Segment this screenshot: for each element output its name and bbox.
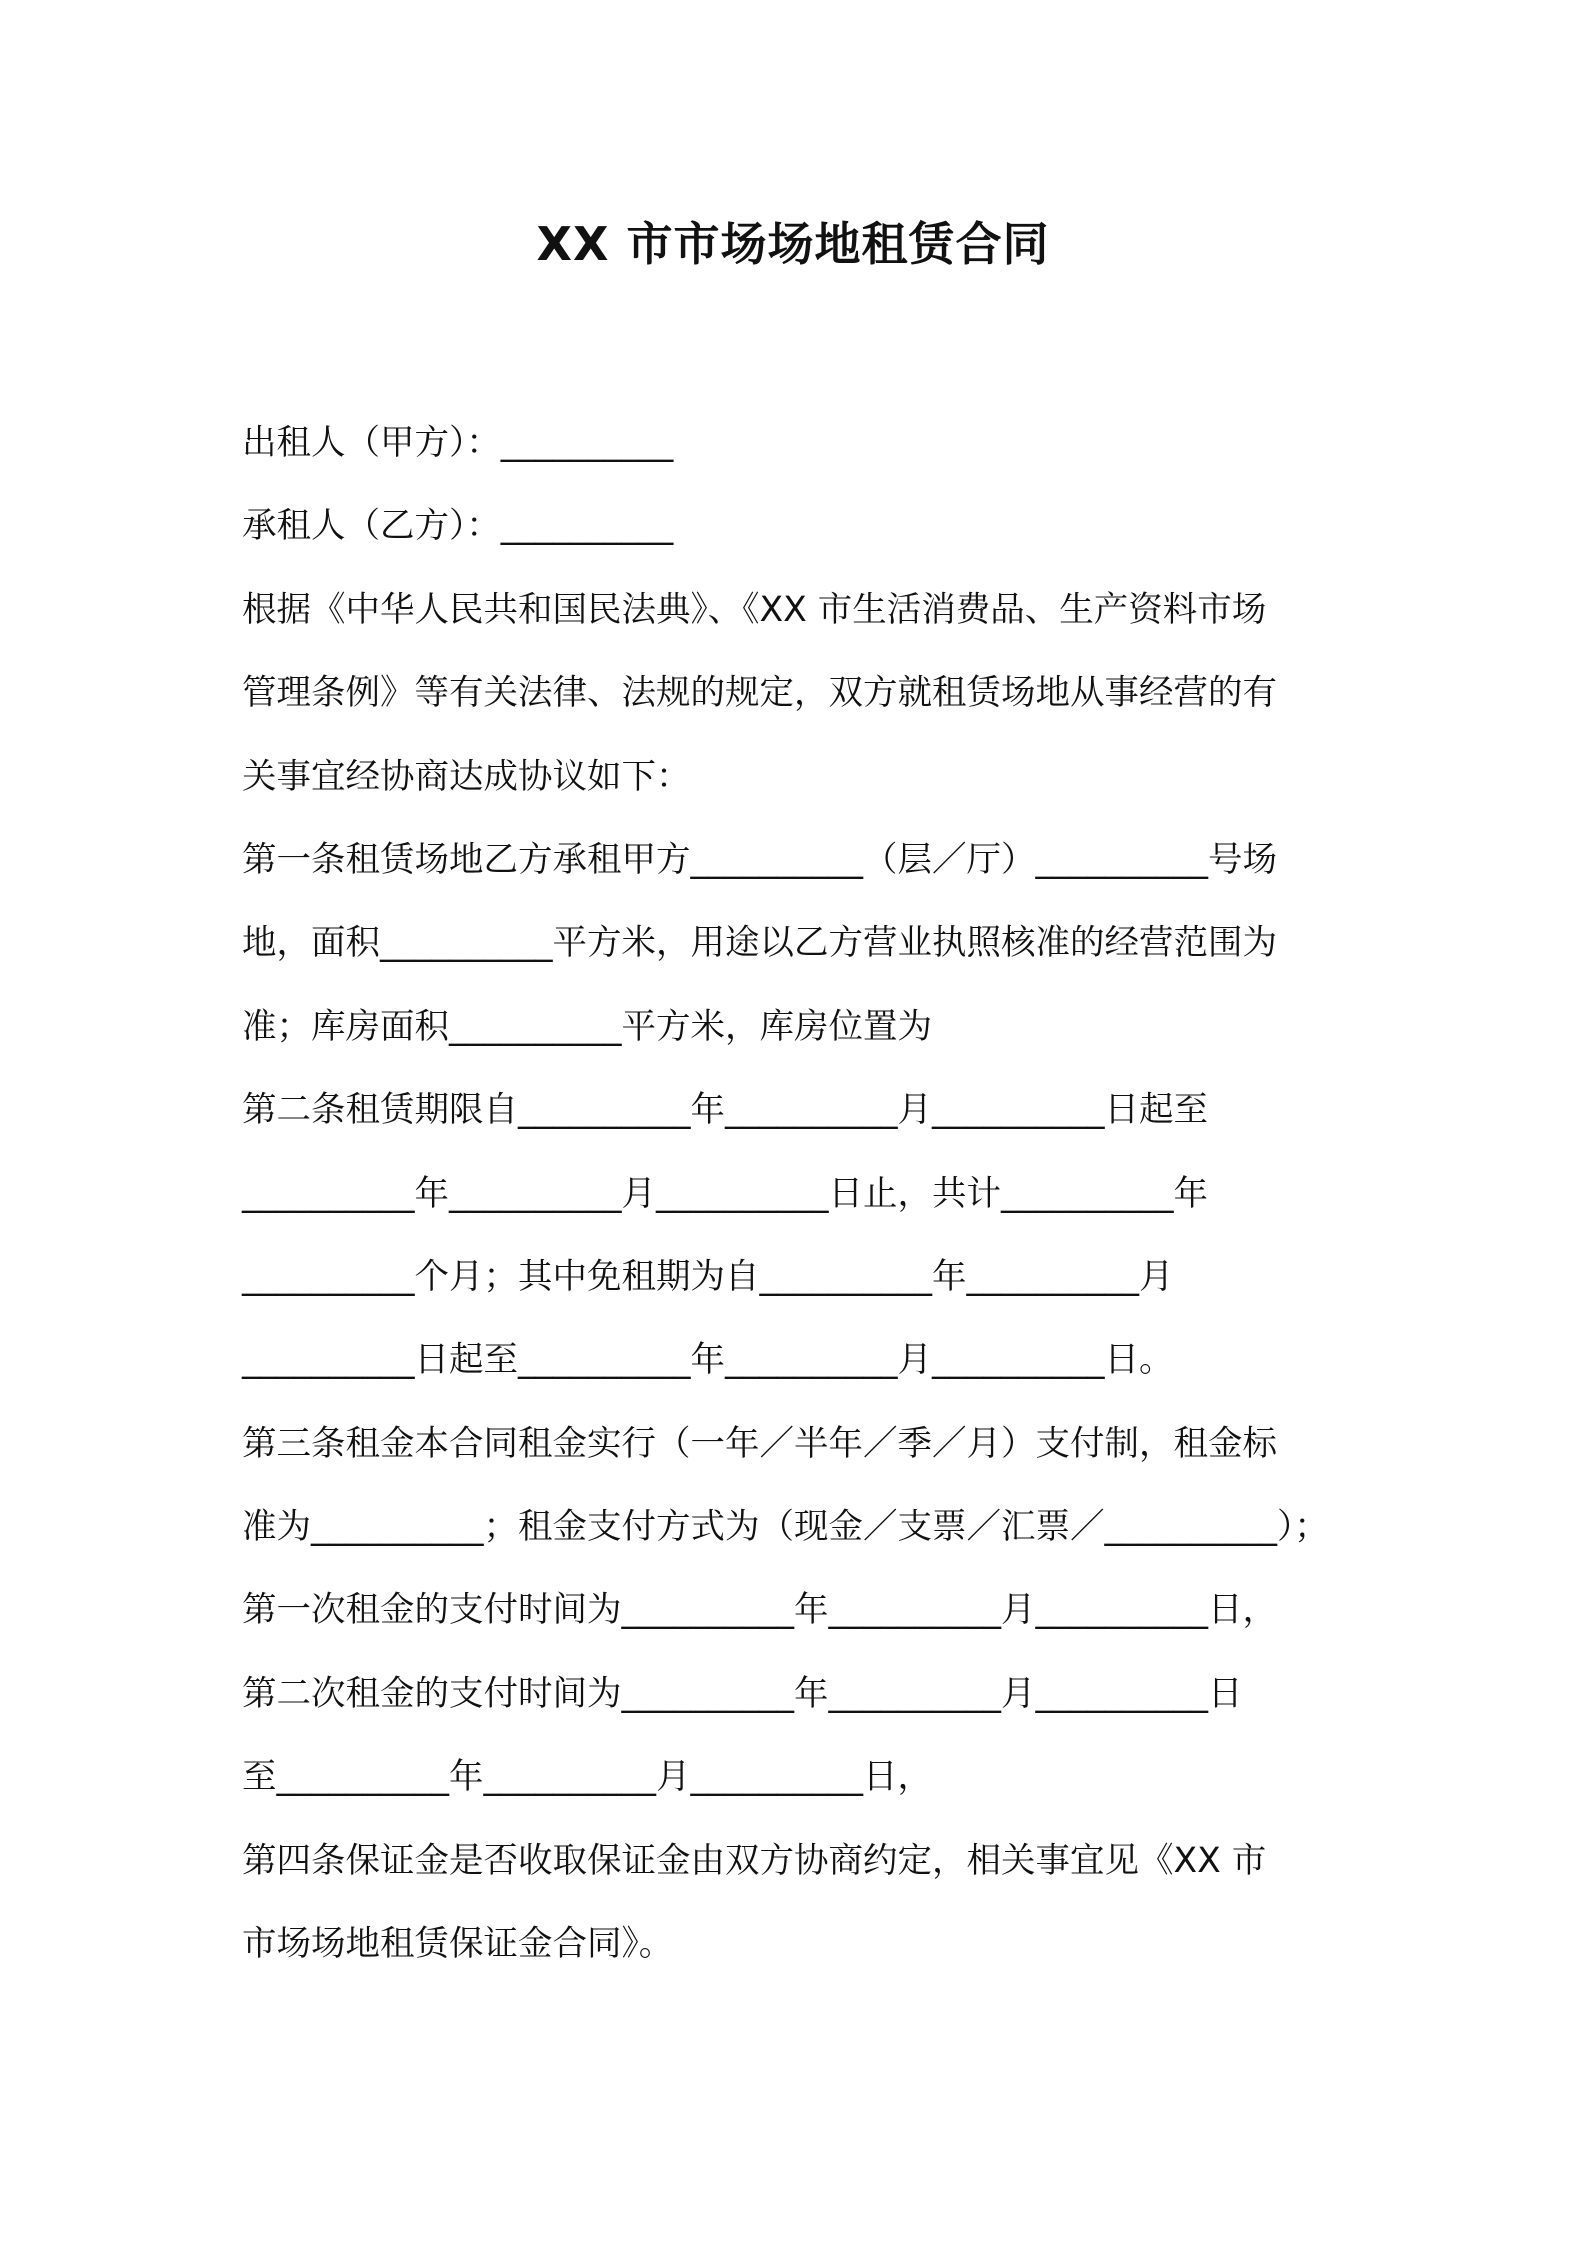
preamble-line-2: 管理条例》等有关法律、法规的规定，双方就租赁场地从事经营的有 [242,673,1277,714]
article-2-line-4: __________日起至__________年__________月__________日。 [242,1340,1174,1381]
article-3-line-5: 至__________年__________月__________日， [242,1757,932,1798]
article-2-line-1: 第二条租赁期限自__________年__________月__________日起至 [242,1090,1208,1131]
article-1-line-2: 地，面积__________平方米，用途以乙方营业执照核准的经营范围为 [242,923,1277,964]
article-3-line-4: 第二次租金的支付时间为__________年__________月__________日 [242,1673,1243,1714]
lessee-line: 承租人（乙方）：__________ [242,506,674,547]
article-3-line-2: 准为__________；租金支付方式为（现金／支票／汇票／__________）； [242,1507,1329,1548]
article-1-line-1: 第一条租赁场地乙方承租甲方__________（层／厅）__________号场 [242,839,1277,880]
lessor-line: 出租人（甲方）：__________ [242,423,674,463]
article-4-line-1: 第四条保证金是否收取保证金由双方协商约定，相关事宜见《XX 市 [242,1840,1267,1881]
article-3-line-3: 第一次租金的支付时间为__________年__________月__________日， [242,1590,1277,1631]
article-2-line-2: __________年__________月__________日止，共计__________年 [242,1173,1208,1214]
article-3-line-1: 第三条租金本合同租金实行（一年／半年／季／月）支付制，租金标 [242,1423,1277,1464]
document-title: XX 市市场场地租赁合同 [536,217,1050,271]
article-2-line-3: __________个月；其中免租期为自__________年__________月 [242,1256,1174,1297]
article-1-line-3: 准；库房面积__________平方米，库房位置为 [242,1006,932,1047]
contract-body [242,402,1382,1986]
article-4-line-2: 市场场地租赁保证金合同》。 [242,1924,674,1965]
preamble-line-3: 关事宜经协商达成协议如下： [242,756,691,797]
preamble-line-1: 根据《中华人民共和国民法典》、《XX 市生活消费品、生产资料市场 [242,589,1267,630]
